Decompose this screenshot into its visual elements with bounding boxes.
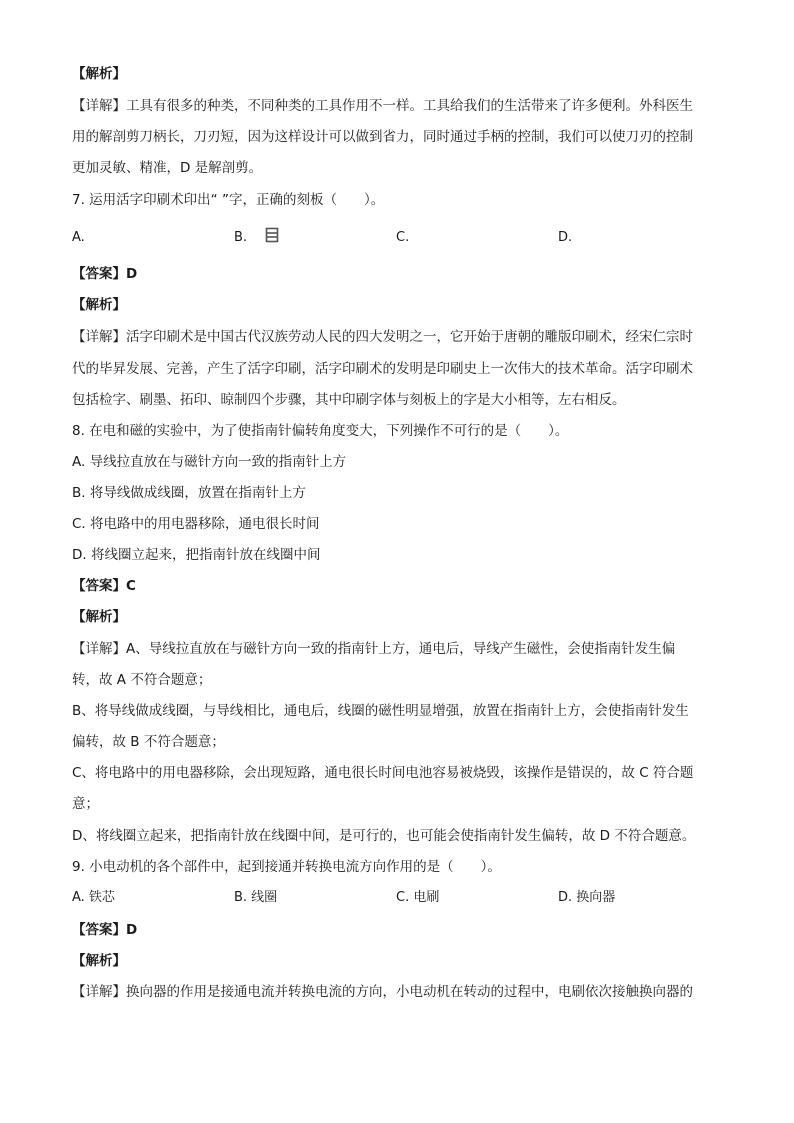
detail-line: 转，故 A 不符合题意；: [72, 672, 212, 688]
q7-option-b-character-image: [265, 227, 279, 243]
q8-option-d: D. 将线圈立起来，把指南针放在线圈中间: [72, 547, 321, 563]
analysis-label: 【解析】: [72, 297, 126, 313]
question-7-text: 7. 运用活字印刷术印出“ ”字，正确的刻板（ ）。: [72, 192, 385, 208]
q9-option-b: B. 线圈: [234, 890, 278, 905]
question-8-text: 8. 在电和磁的实验中，为了使指南针偏转角度变大，下列操作不可行的是（ ）。: [72, 423, 569, 439]
q7-option-d: D.: [558, 230, 573, 245]
detail-line: 更加灵敏、精准，D 是解剖剪。: [72, 160, 263, 176]
q7-option-a: A.: [72, 230, 85, 245]
detail-line: 【详解】换向器的作用是接通电流并转换电流的方向，小电动机在转动的过程中，电刷依次接触换向器的: [72, 984, 693, 1000]
detail-line: 【详解】A、导线拉直放在与磁针方向一致的指南针上方，通电后，导线产生磁性，会使指南针发生偏: [72, 641, 676, 657]
q9-option-a: A. 铁芯: [72, 890, 115, 905]
detail-line: 用的解剖剪刀柄长，刀刃短，因为这样设计可以做到省力，同时通过手柄的控制，我们可以使刀刃的控制: [72, 129, 693, 145]
detail-line: 偏转，故 B 不符合题意；: [72, 734, 225, 750]
q8-option-a: A. 导线拉直放在与磁针方向一致的指南针上方: [72, 454, 347, 470]
q7-option-c: C.: [396, 230, 410, 245]
analysis-label: 【解析】: [72, 609, 126, 625]
detail-line: B、将导线做成线圈，与导线相比，通电后，线圈的磁性明显增强，放置在指南针上方，会使指南针发生: [72, 703, 689, 719]
analysis-label: 【解析】: [72, 66, 126, 82]
analysis-label: 【解析】: [72, 953, 126, 969]
detail-line: 包括检字、刷墨、拓印、晾制四个步骤，其中印刷字体与刻板上的字是大小相等，左右相反。: [72, 392, 626, 408]
detail-line: D、将线圈立起来，把指南针放在线圈中间，是可行的，也可能会使指南针发生偏转，故 D 不符合题意。: [72, 828, 696, 844]
answer-label: 【答案】C: [72, 578, 136, 594]
answer-label: 【答案】D: [72, 266, 138, 282]
detail-line: 代的毕昇发展、完善，产生了活字印刷，活字印刷术的发明是印刷史上一次伟大的技术革命。活字印刷术: [72, 361, 693, 377]
q8-option-c: C. 将电路中的用电器移除，通电很长时间: [72, 516, 320, 532]
q8-option-b: B. 将导线做成线圈，放置在指南针上方: [72, 485, 306, 501]
question-9-text: 9. 小电动机的各个部件中，起到接通并转换电流方向作用的是（ ）。: [72, 859, 501, 875]
answer-label: 【答案】D: [72, 922, 138, 938]
detail-line: 【详解】工具有很多的种类，不同种类的工具作用不一样。工具给我们的生活带来了许多便利。外科医生: [72, 98, 693, 114]
detail-line: 意；: [72, 796, 99, 812]
q9-option-d: D. 换向器: [558, 890, 616, 905]
detail-line: C、将电路中的用电器移除，会出现短路，通电很长时间电池容易被烧毁，该操作是错误的，故 C 符合题: [72, 765, 694, 781]
detail-line: 【详解】活字印刷术是中国古代汉族劳动人民的四大发明之一，它开始于唐朝的雕版印刷术，经宋仁宗时: [72, 329, 693, 345]
q7-option-b: B.: [234, 230, 248, 245]
q9-option-c: C. 电刷: [396, 890, 440, 905]
